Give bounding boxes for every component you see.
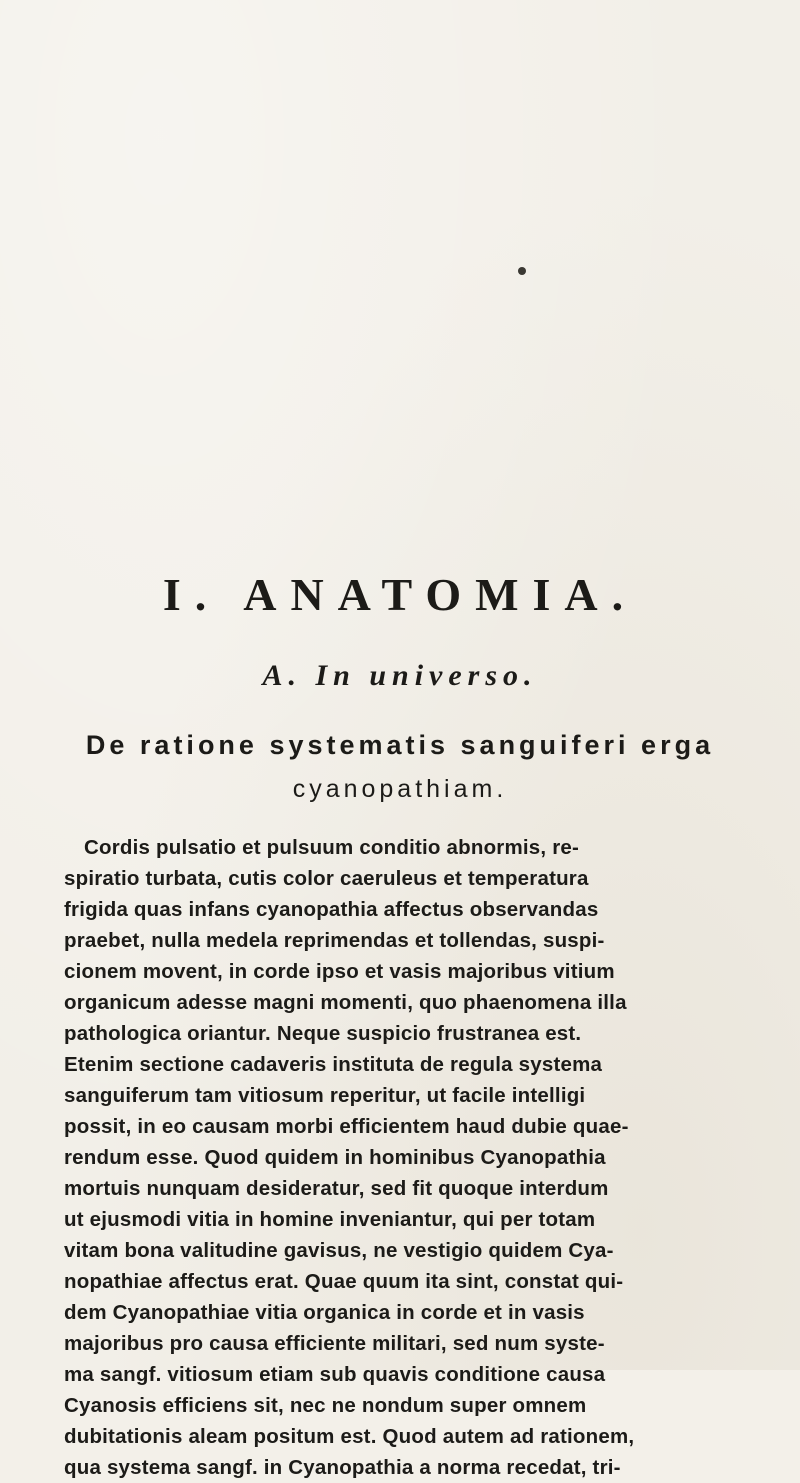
text-line: sanguiferum tam vitiosum reperitur, ut facile intelligi	[64, 1084, 586, 1107]
text-line: qua systema sangf. in Cyanopathia a norma recedat, tri-	[64, 1456, 621, 1479]
text-line: ma sangf. vitiosum etiam sub quavis conditione causa	[64, 1363, 606, 1386]
text-line: mortuis nunquam desideratur, sed fit quoque interdum	[64, 1177, 609, 1200]
subsection-title-line-1: De ratione systematis sanguiferi erga	[85, 730, 715, 760]
text-line: praebet, nulla medela reprimendas et tollendas, suspi-	[64, 929, 605, 952]
text-line: frigida quas infans cyanopathia affectus observandas	[64, 898, 599, 921]
text-line: dubitationis aleam positum est. Quod autem ad rationem,	[64, 1425, 635, 1448]
text-line: possit, in eo causam morbi efficientem haud dubie quae-	[64, 1115, 629, 1138]
text-line: pathologica oriantur. Neque suspicio frustranea est.	[64, 1022, 582, 1045]
text-line: cionem movent, in corde ipso et vasis majoribus vitium	[64, 960, 615, 983]
body-paragraph	[64, 832, 764, 1483]
text-line: Cordis pulsatio et pulsuum conditio abnormis, re-	[84, 836, 580, 859]
text-line: nopathiae affectus erat. Quae quum ita sint, constat qui-	[64, 1270, 624, 1293]
section-title: A. In universo.	[262, 659, 538, 692]
chapter-title: I. ANATOMIA.	[162, 569, 638, 620]
text-line: Cyanosis efficiens sit, nec ne nondum super omnem	[64, 1394, 587, 1417]
text-line: organicum adesse magni momenti, quo phaenomena illa	[64, 991, 627, 1014]
text-line: vitam bona valitudine gavisus, ne vestigio quidem Cya-	[64, 1239, 614, 1262]
text-line: Etenim sectione cadaveris instituta de regula systema	[64, 1053, 603, 1076]
ink-speck	[518, 267, 526, 275]
text-line: spiratio turbata, cutis color caeruleus et temperatura	[64, 867, 589, 890]
text-line: majoribus pro causa efficiente militari, sed num syste-	[64, 1332, 605, 1355]
text-line: rendum esse. Quod quidem in hominibus Cyanopathia	[64, 1146, 606, 1169]
text-line: dem Cyanopathiae vitia organica in corde et in vasis	[64, 1301, 585, 1324]
text-line: ut ejusmodi vitia in homine inveniantur, qui per totam	[64, 1208, 596, 1231]
subsection-title-line-2: cyanopathiam.	[292, 775, 508, 803]
